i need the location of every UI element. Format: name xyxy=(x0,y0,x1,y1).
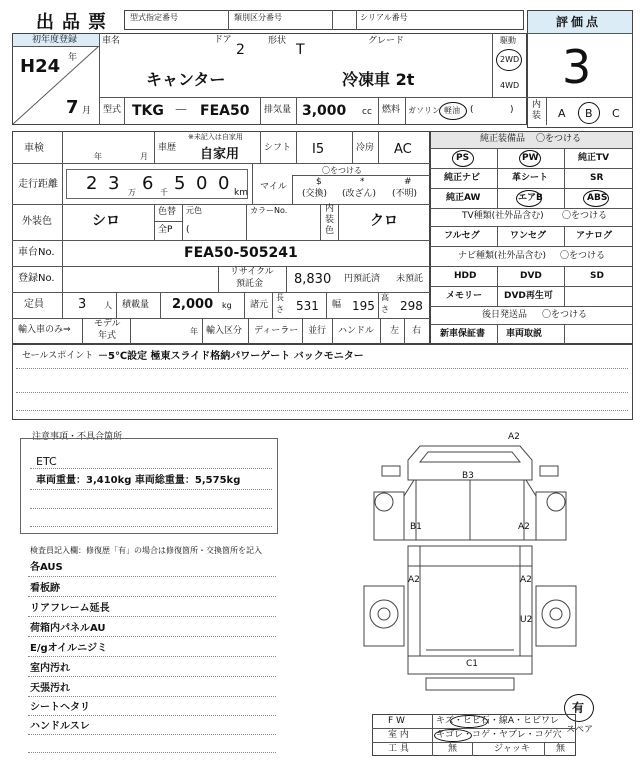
inspection-year: 年 xyxy=(94,152,102,161)
import-label: 輸入車のみ⇒ xyxy=(18,325,71,335)
notes-line: ETC xyxy=(36,455,57,468)
mileage-digit: 0 xyxy=(218,173,230,194)
reg-month: 7 xyxy=(66,97,79,118)
equip-genuine-navi: 純正ナビ xyxy=(444,173,481,183)
inspector-item: シートヘタリ xyxy=(30,702,90,713)
interior-b: B xyxy=(585,107,593,120)
length-label-2: さ xyxy=(276,305,284,314)
load-label: 積載量 xyxy=(122,300,150,310)
load-unit: kg xyxy=(222,301,232,310)
damage-mark: C1 xyxy=(466,659,479,669)
tv-title: TV種類(社外品含む) xyxy=(462,211,544,221)
handle-right: 右 xyxy=(412,326,422,336)
model-code: FEA50 xyxy=(200,103,250,119)
recycle-paid: 円預託済 xyxy=(344,274,381,284)
aircon-label: 冷房 xyxy=(356,143,375,153)
fuel-paren-open: ( xyxy=(470,105,474,115)
score-value: 3 xyxy=(562,40,592,94)
fuel-label: 燃料 xyxy=(382,105,401,115)
category-label: 類別区分番号 xyxy=(234,13,282,22)
inspector-item: リアフレーム延長 xyxy=(30,603,110,614)
tools-value: 無 xyxy=(448,744,458,754)
recycle-label: リサイクル xyxy=(230,267,274,277)
displacement-label: 排気量 xyxy=(264,105,292,115)
capacity-value: 3 xyxy=(78,297,87,312)
exterior-color: シロ xyxy=(92,213,120,229)
tv-oneseg: ワンセグ xyxy=(510,231,547,241)
model-dash: － xyxy=(174,103,188,119)
model-label: 型式 xyxy=(103,105,122,115)
exterior-color-label: 外装色 xyxy=(22,216,52,227)
car-name-label: 車名 xyxy=(102,36,121,46)
navi-dvd-play: DVD再生可 xyxy=(504,291,553,301)
doors-label: ドア xyxy=(214,35,232,45)
parallel-label: 並行 xyxy=(308,326,327,336)
jack-value: 無 xyxy=(556,744,566,754)
width-label: 幅 xyxy=(332,300,342,310)
inspection-month: 月 xyxy=(140,152,148,161)
handle-label: ハンドル xyxy=(338,326,375,336)
sales-point-text: －5℃設定 極東スライド格納パワーゲート バックモニター xyxy=(98,351,364,362)
history-value: 自家用 xyxy=(200,147,240,162)
model-year-label: モデル xyxy=(94,319,121,329)
interior-label-2: 装 xyxy=(532,111,542,121)
mileage-digit: 6 xyxy=(142,173,154,194)
damage-mark: A2 xyxy=(508,432,520,442)
color-no-label: カラーNo. xyxy=(250,206,288,215)
equip-pw: PW xyxy=(522,153,539,163)
damage-mark: B1 xyxy=(410,522,422,532)
aircon-value: AC xyxy=(394,142,412,157)
navi-dvd: DVD xyxy=(520,271,542,281)
mileage-unit: km xyxy=(234,188,248,198)
original-color-label: 元色 xyxy=(186,206,202,215)
capacity-unit: 人 xyxy=(104,301,112,310)
docs-manual: 車両取説 xyxy=(506,329,543,339)
meter-unknown-symbol: # xyxy=(404,177,412,187)
interior-color-label-3: 色 xyxy=(325,226,335,236)
mileage-digit: 0 xyxy=(196,173,208,194)
recycle-label-2: 預託金 xyxy=(236,279,264,289)
grade-value: 冷凍車 2t xyxy=(342,70,415,89)
inspector-item: ハンドルスレ xyxy=(30,721,90,732)
mileage-digit: 5 xyxy=(174,173,186,194)
navi-hdd: HDD xyxy=(454,271,477,281)
inspector-item: 室内汚れ xyxy=(30,663,70,674)
month-suffix: 月 xyxy=(82,106,92,116)
drive-4wd: 4WD xyxy=(500,81,520,90)
shape-value: T xyxy=(296,42,305,58)
notes-label: 注意事項・不具合箇所 xyxy=(32,432,123,442)
history-note: ※未記入は自家用 xyxy=(188,133,243,141)
model-year-label-2: 年式 xyxy=(98,331,117,341)
navi-memory: メモリー xyxy=(446,291,483,301)
navi-sd: SD xyxy=(590,271,604,281)
docs-title: 後日発送品 xyxy=(482,310,528,320)
displacement-value: 3,000 xyxy=(302,103,347,119)
tv-note: 〇をつける xyxy=(562,211,608,221)
damage-mark: A2 xyxy=(408,575,420,585)
spare-label: スペア xyxy=(566,725,594,735)
interior-color-label: 内 xyxy=(325,204,335,214)
score-label: 評価点 xyxy=(556,15,602,29)
history-label: 車歴 xyxy=(158,143,177,153)
navi-title: ナビ種類(社外品含む) xyxy=(458,251,547,261)
dealer-label: ディーラー xyxy=(254,326,299,336)
fw-items: キズ・ヒビ石・線A・ヒビワレ xyxy=(436,716,559,726)
length-label: 長 xyxy=(276,293,284,302)
inspector-item: 天張汚れ xyxy=(30,683,70,694)
equip-abs: ABS xyxy=(587,193,608,203)
serial-label: シリアル番号 xyxy=(360,13,408,22)
condition-interior-items: キゴレ・コゲ・ヤブレ・コゲ穴 xyxy=(436,730,562,740)
dimensions-label: 諸元 xyxy=(250,300,269,310)
equip-genuine-aw: 純正AW xyxy=(446,193,481,203)
year-suffix: 年 xyxy=(68,53,78,63)
damage-mark: U2 xyxy=(520,615,533,625)
notes-box xyxy=(20,438,278,534)
inspector-label: 検査員記入欄：修復歴「有」の場合は修復箇所・交換箇所を記入 xyxy=(30,546,262,555)
meter-unknown: (不明) xyxy=(392,189,418,199)
interior-c: C xyxy=(612,107,620,120)
damage-mark: B3 xyxy=(462,471,474,481)
mileage-man: 万 xyxy=(128,188,136,197)
shape-label: 形状 xyxy=(268,36,287,46)
handle-left: 左 xyxy=(390,326,400,336)
meter-exchanged: (交換) xyxy=(302,189,328,199)
mile-label: マイル xyxy=(260,182,287,192)
doors-value: 2 xyxy=(236,42,245,58)
inspector-item: 荷箱内パネルAU xyxy=(30,623,106,634)
tv-fullseg: フルセグ xyxy=(444,231,480,241)
mileage-label: 走行距離 xyxy=(18,179,58,190)
mileage-sen: 千 xyxy=(160,188,168,197)
notes-line: 車両重量：3,410kg 車両総重量：5,575kg xyxy=(36,475,241,486)
first-reg-label: 初年度登録 xyxy=(32,35,78,45)
chassis-no: FEA50-505241 xyxy=(184,245,298,261)
meter-exchanged-symbol: $ xyxy=(316,177,322,187)
model-prefix: TKG xyxy=(132,103,164,119)
tools-label: 工 具 xyxy=(388,744,409,754)
equip-airbag: エアB xyxy=(518,193,543,203)
jack-label: ジャッキ xyxy=(494,744,530,754)
damage-mark: A2 xyxy=(520,575,532,585)
grade-label: グレード xyxy=(368,36,405,46)
meter-tampered-symbol: * xyxy=(360,177,365,187)
equip-sr: SR xyxy=(590,173,604,183)
fuel-paren-close: ) xyxy=(510,105,514,115)
color-change-label: 色替 xyxy=(158,207,177,217)
navi-note: 〇をつける xyxy=(560,251,606,261)
interior-label: 内 xyxy=(532,100,542,110)
drive-2wd: 2WD xyxy=(500,55,520,64)
inspector-item: E/gオイルニジミ xyxy=(30,643,108,654)
recycle-amount: 8,830 xyxy=(294,272,332,287)
height-value: 298 xyxy=(400,299,423,313)
import-class-label: 輸入区分 xyxy=(206,326,243,336)
shift-label: シフト xyxy=(264,143,292,153)
capacity-label: 定員 xyxy=(24,299,44,310)
damage-mark: A2 xyxy=(518,522,530,532)
fuel-gasoline: ガソリン xyxy=(408,106,440,115)
docs-note: 〇をつける xyxy=(542,310,588,320)
mileage-digit: 3 xyxy=(108,173,120,194)
genuine-title: 純正装備品 xyxy=(480,134,526,144)
inspection-label: 車検 xyxy=(24,143,44,154)
spare-value: 有 xyxy=(572,701,585,715)
meter-circle-note: 〇をつける xyxy=(322,166,362,175)
interior-color-label-2: 装 xyxy=(325,215,335,225)
docs-warranty: 新車保証書 xyxy=(440,329,486,339)
length-value: 531 xyxy=(296,299,319,313)
inspector-item: 看板跡 xyxy=(30,583,60,594)
sales-point-label: セールスポイント xyxy=(22,351,94,361)
mileage-digit: 2 xyxy=(86,173,98,194)
inspector-item: 各AUS xyxy=(30,562,63,573)
page-title: 出品票 xyxy=(36,12,114,33)
tv-analog: アナログ xyxy=(576,231,613,241)
header-codes-box xyxy=(124,10,524,30)
reg-no-label: 登録No. xyxy=(18,273,55,284)
reg-era-year: H24 xyxy=(20,56,61,77)
height-label: 高 xyxy=(381,293,389,302)
interior-a: A xyxy=(558,107,566,120)
genuine-note: 〇をつける xyxy=(536,134,582,144)
fuel-diesel: 軽油 xyxy=(444,106,460,115)
fw-label: F W xyxy=(388,716,405,726)
model-designation-label: 型式指定番号 xyxy=(130,13,178,22)
equip-genuine-tv: 純正TV xyxy=(578,153,610,163)
equip-ps: PS xyxy=(456,153,470,163)
condition-interior-label: 室 内 xyxy=(388,730,409,740)
load-value: 2,000 xyxy=(172,297,214,312)
chassis-label: 車台No. xyxy=(18,247,55,258)
recycle-unpaid: 未預託 xyxy=(396,274,424,284)
interior-color: クロ xyxy=(370,213,398,229)
displacement-unit: cc xyxy=(362,107,372,117)
equip-leather-seat: 革シート xyxy=(512,173,549,183)
width-value: 195 xyxy=(352,299,375,313)
full-paint-label: 全P xyxy=(158,225,173,235)
car-name: キャンター xyxy=(146,70,226,89)
shift-value: I5 xyxy=(312,142,325,157)
height-label-2: さ xyxy=(381,305,389,314)
drive-label: 駆動 xyxy=(500,36,516,45)
full-paint-paren: ( xyxy=(186,225,190,235)
model-year-unit: 年 xyxy=(190,327,198,336)
meter-tampered: (改ざん) xyxy=(342,189,377,199)
